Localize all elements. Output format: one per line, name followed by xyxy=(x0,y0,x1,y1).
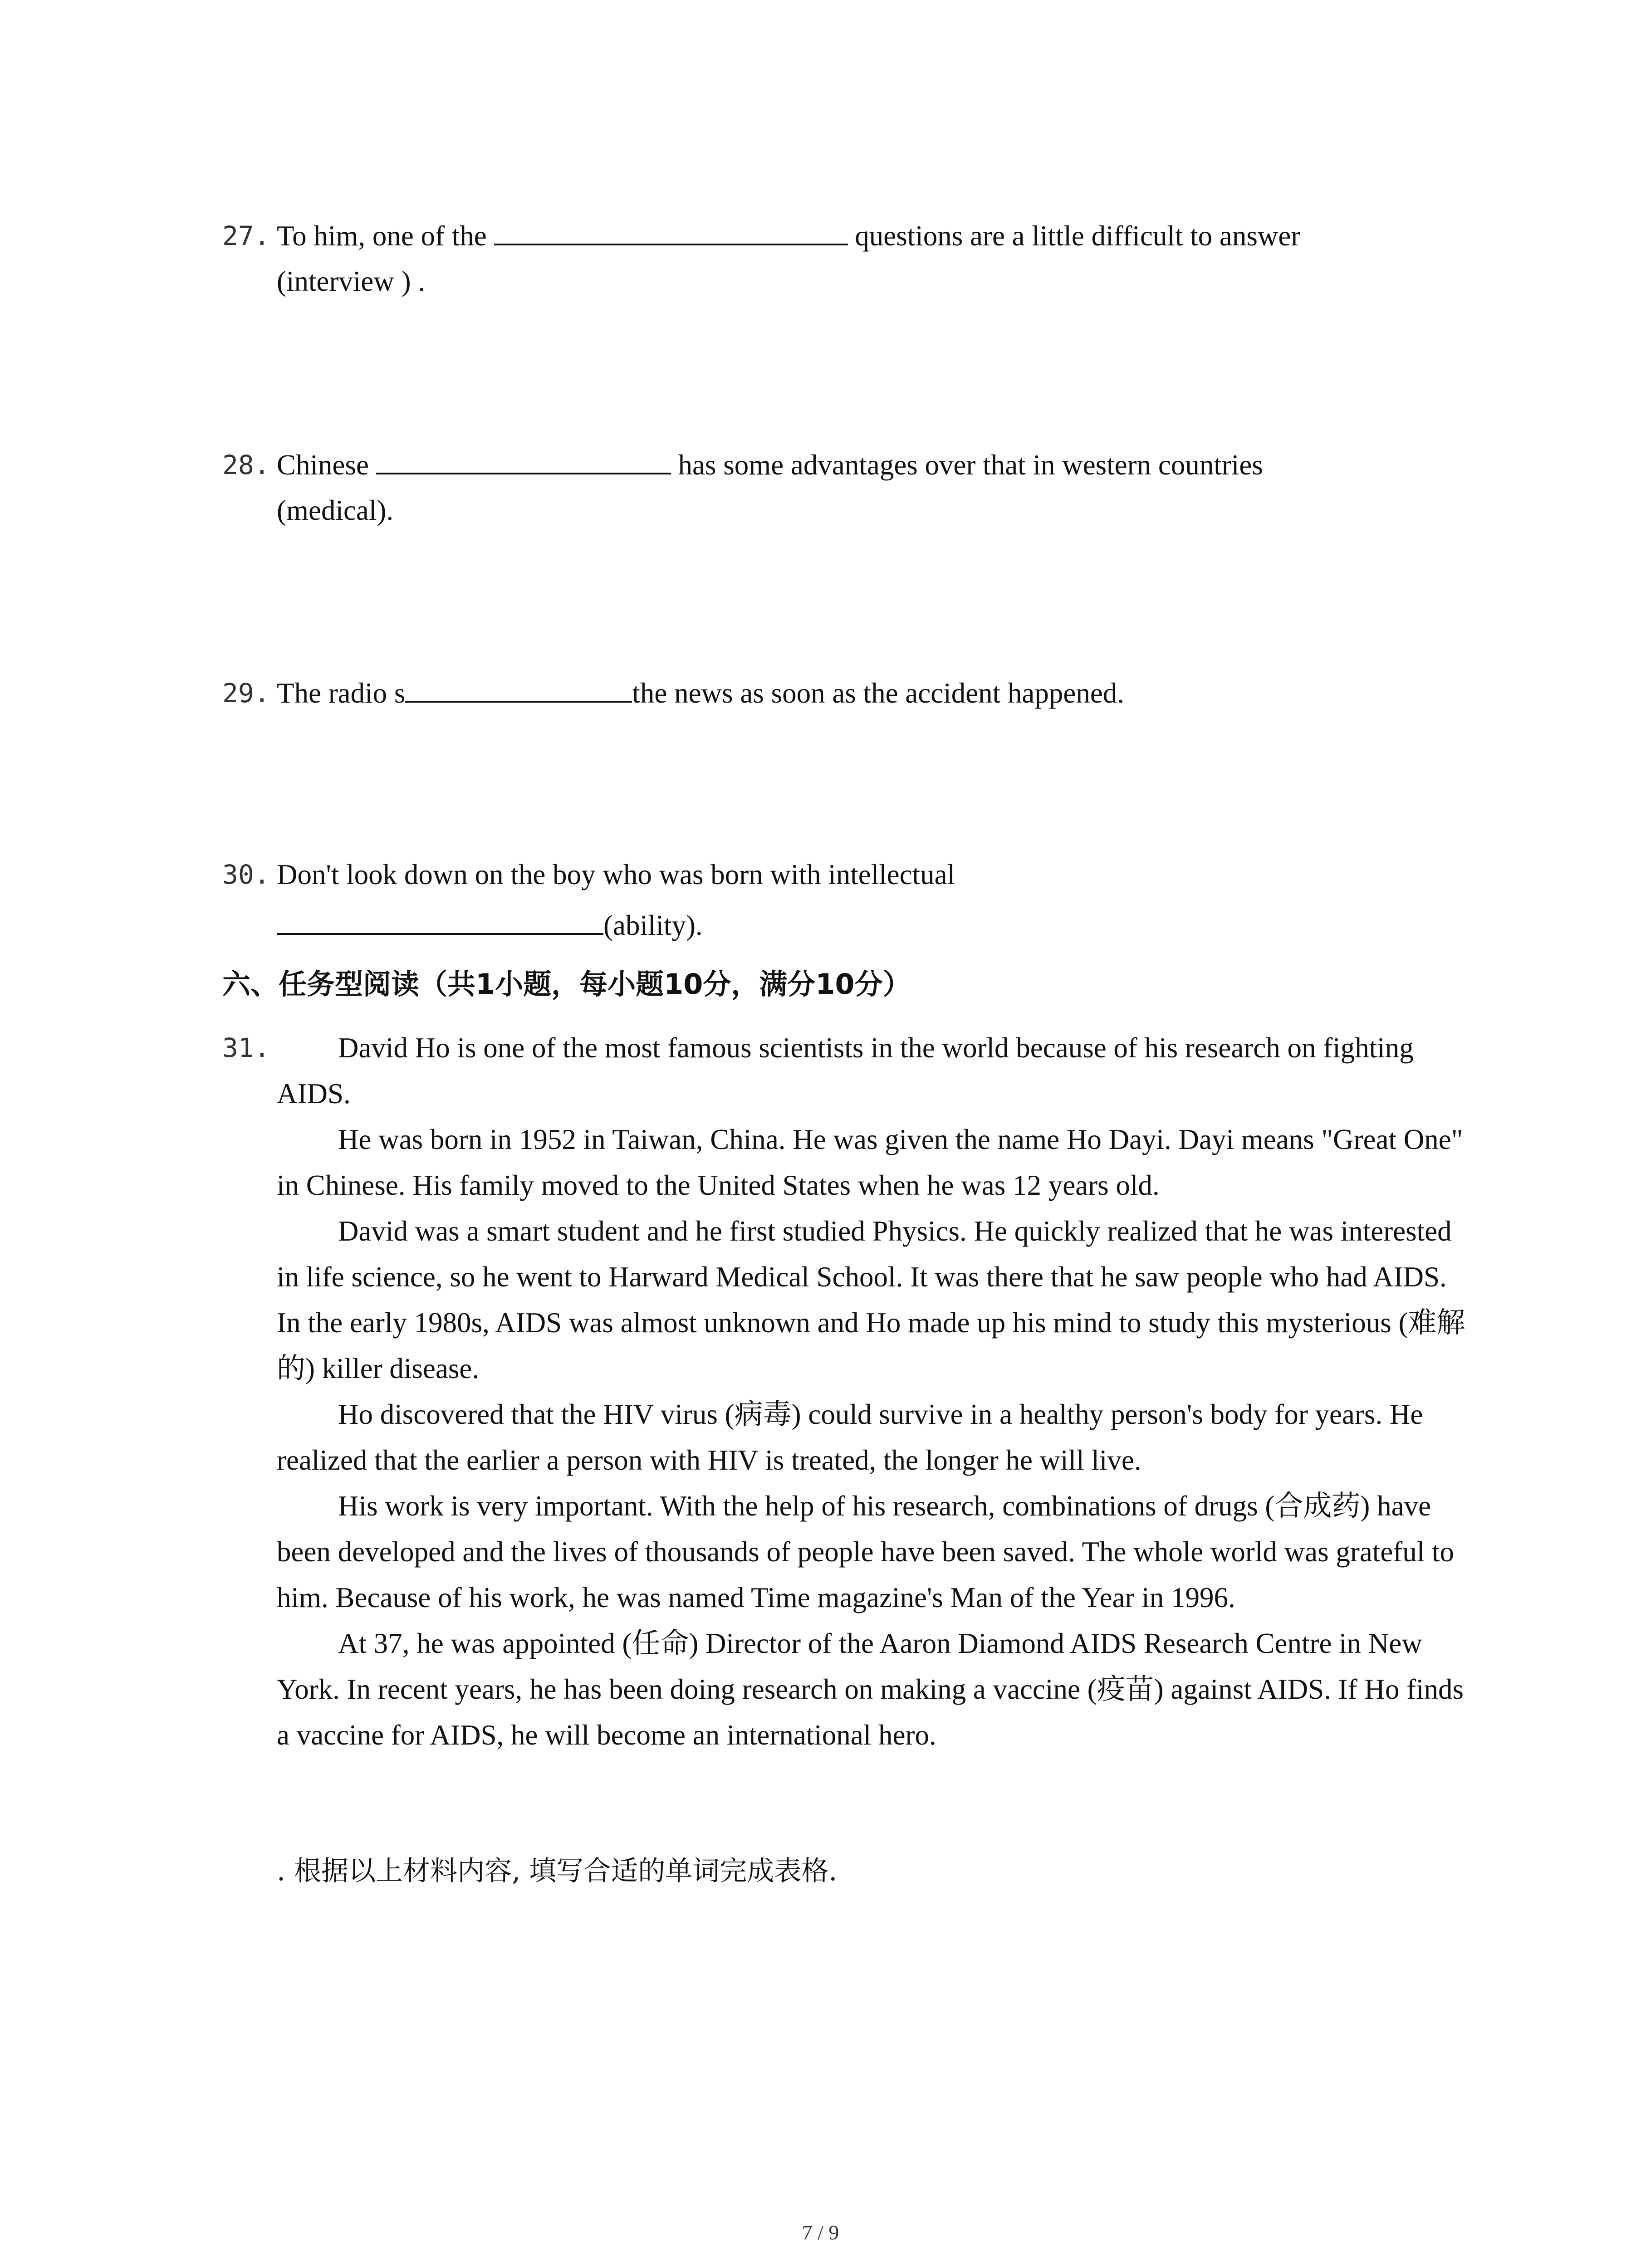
question-29 xyxy=(222,670,1447,716)
task-instruction: . 根据以上材料内容, 填写合适的单词完成表格. xyxy=(277,1855,838,1887)
passage-paragraph: Ho discovered that the HIV virus (病毒) could survive in a healthy person's body for years. He realized that the earlier a person with HIV is treated, the longer he will live. xyxy=(277,1398,1423,1476)
passage-paragraph: At 37, he was appointed (任命) Director of the Aaron Diamond AIDS Research Centre in New York. In recent years, he has been doing research on making a vaccine (疫苗) against AIDS. If Ho finds a vaccine for AIDS, he will become an international hero. xyxy=(277,1628,1464,1751)
passage-paragraph: David Ho is one of the most famous scientists in the world because of his research on fighting AIDS. xyxy=(277,1032,1414,1110)
passage-paragraph: His work is very important. With the help of his research, combinations of drugs (合成药) have been developed and the lives of thousands of people have been saved. The whole world was grateful to him. Because of his work, he was named Time magazine's Man of the Year in 1996. xyxy=(277,1490,1455,1613)
question-text: has some advantages over that in western countries xyxy=(678,449,1263,481)
question-hint: (medical). xyxy=(277,494,394,526)
question-31 xyxy=(222,1025,1470,1758)
question-number: 27. xyxy=(222,220,270,251)
question-27 xyxy=(222,213,1447,304)
question-30 xyxy=(222,849,1447,951)
answer-blank[interactable] xyxy=(376,443,671,474)
answer-blank[interactable] xyxy=(405,671,632,703)
question-text: Chinese xyxy=(277,449,369,481)
question-28 xyxy=(222,442,1447,533)
question-text: questions are a little difficult to answer xyxy=(855,220,1301,252)
question-hint: (interview ) . xyxy=(277,265,426,297)
passage-paragraph: David was a smart student and he first studied Physics. He quickly realized that he was interested in life science, so he went to Harward Medical School. It was there that he saw people who had AIDS. In the early 1980s, AIDS was almost unknown and Ho made up his mind to study this mysterious (难解的) killer disease. xyxy=(277,1215,1465,1384)
answer-blank[interactable] xyxy=(277,903,603,935)
question-number: 31. xyxy=(222,1032,270,1063)
question-hint: (ability). xyxy=(603,909,703,941)
question-text: To him, one of the xyxy=(277,220,487,252)
question-number: 28. xyxy=(222,450,270,480)
question-number: 30. xyxy=(222,859,270,890)
question-text: The radio s xyxy=(277,677,406,709)
answer-blank[interactable] xyxy=(494,214,848,245)
section-heading: 六、任务型阅读（共1小题，每小题10分，满分10分） xyxy=(222,968,911,1001)
question-number: 29. xyxy=(222,678,270,709)
passage-paragraph: He was born in 1952 in Taiwan, China. He was given the name Ho Dayi. Dayi means "Great One" in Chinese. His family moved to the United States when he was 12 years old. xyxy=(277,1124,1463,1201)
question-text: the news as soon as the accident happened. xyxy=(632,677,1125,709)
reading-passage xyxy=(277,1025,1470,1758)
question-text: Don't look down on the boy who was born with intellectual xyxy=(277,859,955,890)
page-number: 7 / 9 xyxy=(802,2221,839,2244)
